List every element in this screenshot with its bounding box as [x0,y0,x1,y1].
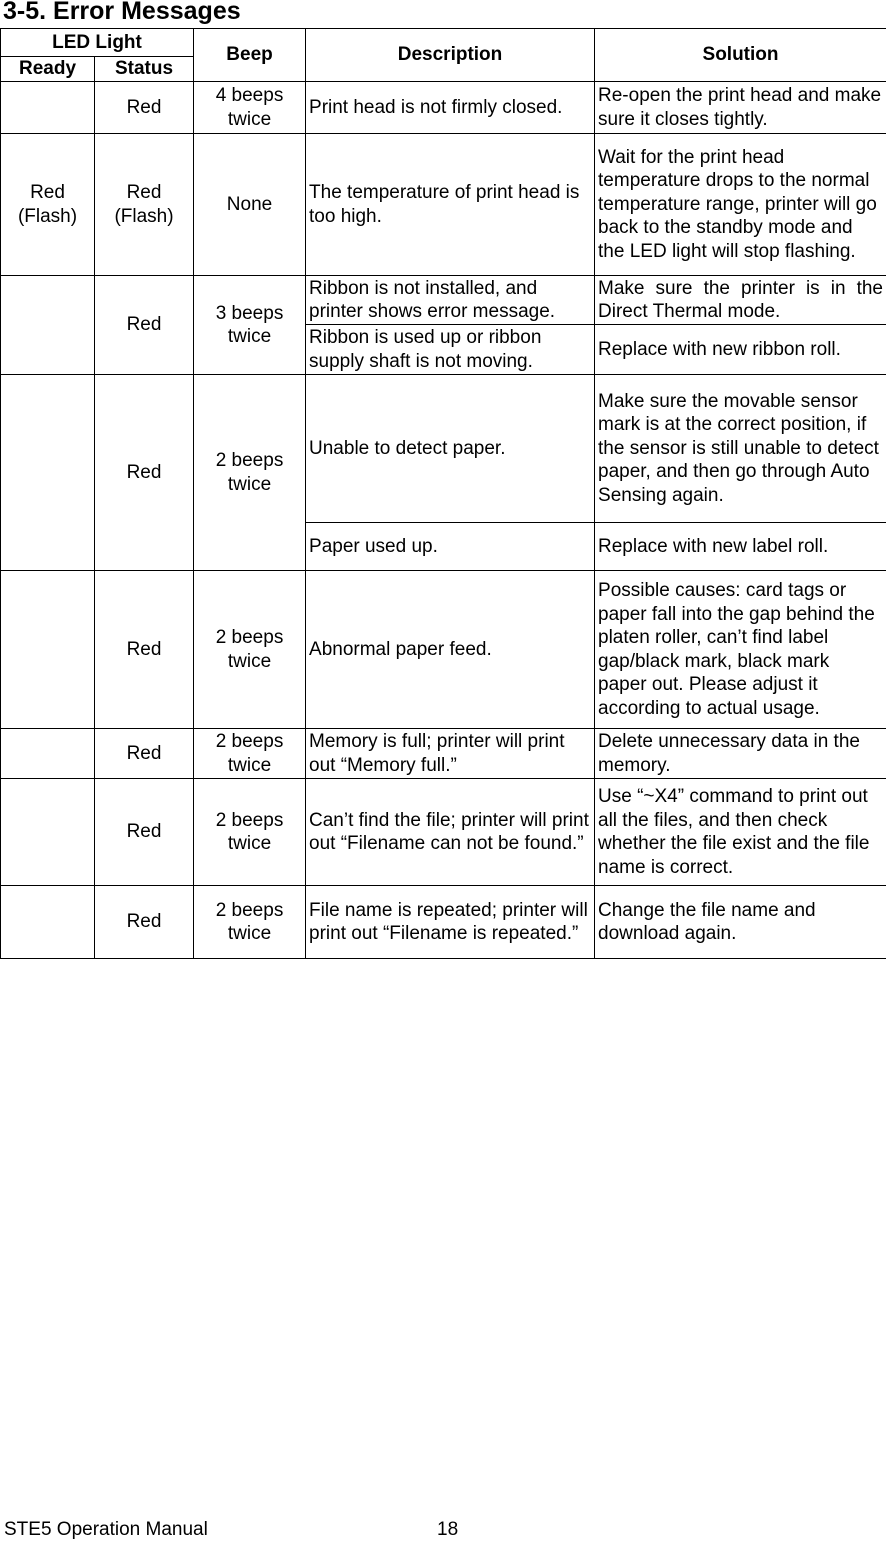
cell-status: Red [95,276,194,375]
cell-beep: 2 beeps twice [194,779,306,886]
cell-beep: 2 beeps twice [194,375,306,571]
cell-description: Ribbon is not installed, and printer shows error message. [306,276,595,325]
cell-solution: Make sure the movable sensor mark is at the correct position, if the sensor is still unable to detect paper, and then go through Auto Sensing again. [595,375,886,523]
cell-status: Red [95,375,194,571]
cell-description: Unable to detect paper. [306,375,595,523]
cell-status: Red [95,82,194,134]
cell-beep: 2 beeps twice [194,729,306,779]
table-row [1,276,886,325]
table-row [1,375,886,523]
cell-solution: Re-open the print head and make sure it closes tightly. [595,82,886,134]
cell-status: Red (Flash) [95,134,194,276]
table-row [1,134,886,276]
cell-status: Red [95,886,194,959]
cell-ready [1,779,95,886]
cell-beep: None [194,134,306,276]
cell-description: Memory is full; printer will print out “Memory full.” [306,729,595,779]
footer-page-number: 18 [437,1519,459,1540]
header-led-light: LED Light [1,29,194,57]
cell-beep: 2 beeps twice [194,571,306,729]
table-row [1,729,886,779]
error-messages-table [0,28,886,959]
cell-description: The temperature of print head is too high. [306,134,595,276]
cell-solution: Replace with new label roll. [595,523,886,571]
cell-ready [1,375,95,571]
header-description: Description [306,29,595,82]
cell-solution: Delete unnecessary data in the memory. [595,729,886,779]
cell-solution: Change the file name and download again. [595,886,886,959]
cell-status: Red [95,729,194,779]
cell-ready [1,82,95,134]
cell-ready [1,571,95,729]
cell-description: Can’t find the file; printer will print out “Filename can not be found.” [306,779,595,886]
header-beep: Beep [194,29,306,82]
footer-manual-name: STE5 Operation Manual [4,1519,208,1540]
cell-ready [1,276,95,375]
cell-solution: Replace with new ribbon roll. [595,325,886,375]
table-row [1,886,886,959]
cell-description: Print head is not firmly closed. [306,82,595,134]
cell-solution: Wait for the print head temperature drops to the normal temperature range, printer will go back to the standby mode and the LED light will stop flashing. [595,134,886,276]
cell-description: Paper used up. [306,523,595,571]
cell-solution: Make sure the printer is in the Direct Thermal mode. [595,276,886,325]
cell-beep: 4 beeps twice [194,82,306,134]
cell-beep: 2 beeps twice [194,886,306,959]
cell-ready [1,729,95,779]
cell-ready: Red (Flash) [1,134,95,276]
cell-description: Abnormal paper feed. [306,571,595,729]
cell-status: Red [95,779,194,886]
cell-ready [1,886,95,959]
cell-beep: 3 beeps twice [194,276,306,375]
header-solution: Solution [595,29,886,82]
table-row [1,779,886,886]
table-row [1,82,886,134]
table-row [1,571,886,729]
cell-solution: Possible causes: card tags or paper fall into the gap behind the platen roller, can’t find label gap/black mark, black mark paper out. Please adjust it according to actual usage. [595,571,886,729]
cell-solution: Use “~X4” command to print out all the files, and then check whether the file exist and the file name is correct. [595,779,886,886]
header-status: Status [95,57,194,82]
cell-status: Red [95,571,194,729]
header-ready: Ready [1,57,95,82]
cell-description: File name is repeated; printer will print out “Filename is repeated.” [306,886,595,959]
cell-description: Ribbon is used up or ribbon supply shaft is not moving. [306,325,595,375]
section-title: 3-5. Error Messages [3,0,241,25]
